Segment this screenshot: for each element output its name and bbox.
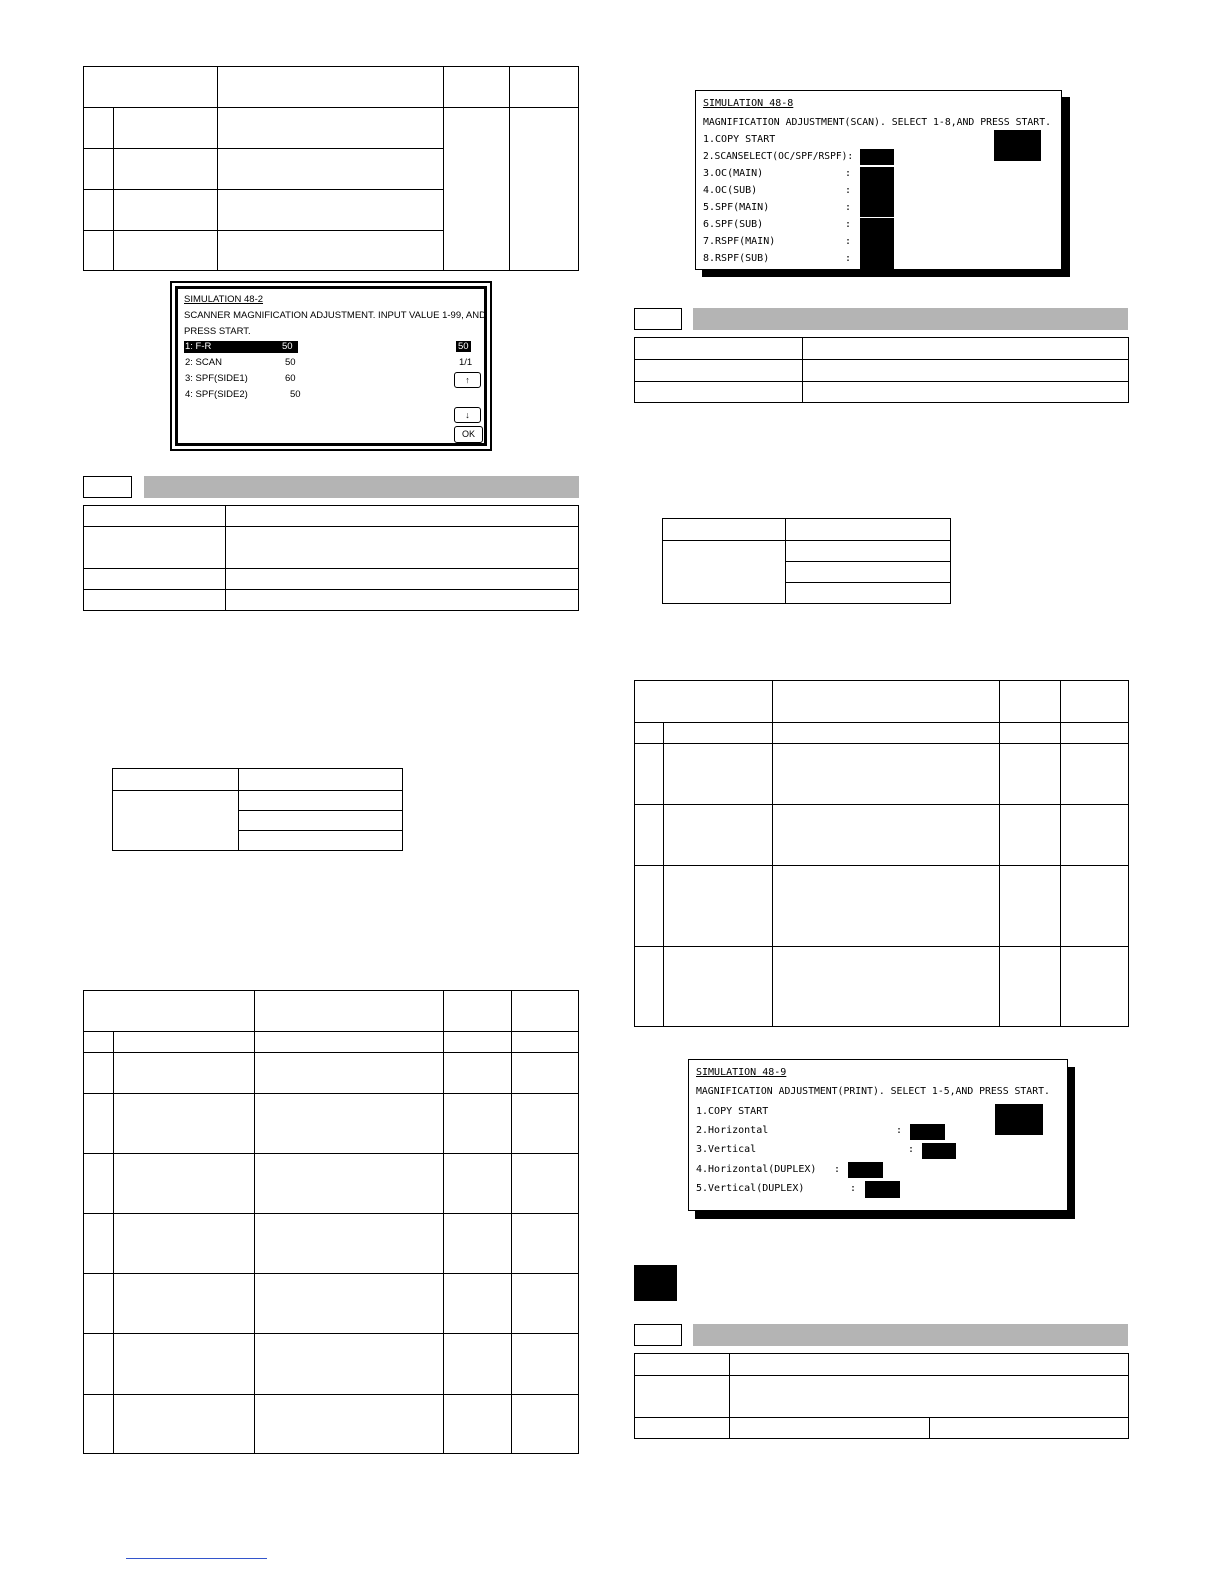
item-value: 50 — [290, 389, 301, 400]
item-value: 50 — [282, 341, 293, 352]
section-marker-square — [634, 1265, 677, 1301]
section-label-box — [634, 308, 682, 330]
sim48-2-instruction-line1: SCANNER MAGNIFICATION ADJUSTMENT. INPUT VALUE 1-99, AND — [184, 310, 486, 321]
colon: : — [834, 1164, 841, 1175]
sim48-9-item-4[interactable]: 4.Horizontal(DUPLEX) — [696, 1164, 817, 1175]
sim48-8-item-6[interactable]: 6.SPF(SUB) — [703, 219, 764, 230]
item-label: 4: SPF(SIDE2) — [185, 389, 248, 400]
sim48-8-title: SIMULATION 48-8 — [703, 98, 794, 109]
section-label-box — [634, 1324, 682, 1346]
table-top-left — [83, 66, 579, 271]
sim48-9-item-3[interactable]: 3.Vertical — [696, 1144, 757, 1155]
colon: : — [845, 253, 852, 264]
value-box — [865, 1181, 900, 1198]
sim48-9-item-1[interactable]: 1.COPY START — [696, 1106, 769, 1117]
table-left-2col — [83, 505, 579, 611]
value-box — [860, 149, 894, 165]
sim48-8-item-5[interactable]: 5.SPF(MAIN) — [703, 202, 770, 213]
section-label-box — [83, 476, 132, 498]
item-label: 1: F-R — [185, 341, 212, 352]
sim48-8-item-8[interactable]: 8.RSPF(SUB) — [703, 253, 770, 264]
table-right-large — [634, 680, 1129, 1027]
sim48-2-screen — [175, 286, 487, 446]
sim48-2-page-indicator: 1/1 — [459, 357, 473, 368]
value-box — [860, 167, 894, 217]
sim48-8-instruction: MAGNIFICATION ADJUSTMENT(SCAN). SELECT 1-8,AND PRESS START. — [703, 117, 1051, 128]
item-label: 3: SPF(SIDE1) — [185, 373, 248, 384]
sim48-2-instruction-line2: PRESS START. — [184, 326, 251, 337]
table-bottom-right — [634, 1353, 1129, 1439]
sim48-8-item-4[interactable]: 4.OC(SUB) — [703, 185, 758, 196]
table-right-small — [662, 518, 951, 604]
colon: : — [896, 1125, 903, 1136]
ok-button[interactable]: OK — [454, 426, 483, 443]
sim48-2-item-4[interactable] — [184, 389, 301, 401]
sim48-9-screen — [688, 1059, 1068, 1211]
colon: : — [845, 168, 852, 179]
sim48-2-screen-frame — [170, 281, 492, 451]
table-left-large — [83, 990, 579, 1454]
value-display-box — [994, 130, 1041, 161]
sim48-9-title: SIMULATION 48-9 — [696, 1067, 787, 1078]
section-header-bar — [144, 476, 579, 498]
section-header-bar — [693, 308, 1128, 330]
value-box — [860, 218, 894, 269]
colon: : — [845, 219, 852, 230]
scroll-up-button[interactable]: ↑ — [454, 372, 481, 388]
sim48-8-item-7[interactable]: 7.RSPF(MAIN) — [703, 236, 776, 247]
colon: : — [850, 1183, 857, 1194]
section-header-bar — [693, 1324, 1128, 1346]
scroll-down-button[interactable]: ↓ — [454, 407, 481, 423]
colon: : — [845, 185, 852, 196]
sim48-2-current-value: 50 — [458, 341, 469, 352]
sim48-8-item-2[interactable]: 2.SCANSELECT(OC/SPF/RSPF): — [703, 151, 854, 162]
value-box — [848, 1162, 883, 1178]
footer-link-underline[interactable] — [126, 1558, 267, 1559]
sim48-9-item-5[interactable]: 5.Vertical(DUPLEX) — [696, 1183, 805, 1194]
sim48-8-screen — [695, 90, 1062, 270]
sim48-8-item-3[interactable]: 3.OC(MAIN) — [703, 168, 764, 179]
sim48-9-instruction: MAGNIFICATION ADJUSTMENT(PRINT). SELECT 1-5,AND PRESS START. — [696, 1086, 1050, 1097]
sim48-2-item-2[interactable] — [184, 357, 298, 369]
colon: : — [845, 236, 852, 247]
table-right-2col — [634, 337, 1129, 403]
item-value: 50 — [285, 357, 296, 368]
sim48-9-item-2[interactable]: 2.Horizontal — [696, 1125, 769, 1136]
sim48-2-item-1[interactable] — [184, 341, 298, 353]
colon: : — [845, 202, 852, 213]
sim48-8-item-1[interactable]: 1.COPY START — [703, 134, 776, 145]
sim48-2-title: SIMULATION 48-2 — [184, 294, 264, 305]
value-display-box — [995, 1104, 1043, 1135]
item-label: 2: SCAN — [185, 357, 222, 368]
colon: : — [908, 1144, 915, 1155]
value-box — [922, 1143, 956, 1159]
item-value: 60 — [285, 373, 296, 384]
table-left-small — [112, 768, 403, 851]
sim48-2-item-3[interactable] — [184, 373, 298, 385]
value-box — [910, 1124, 945, 1140]
